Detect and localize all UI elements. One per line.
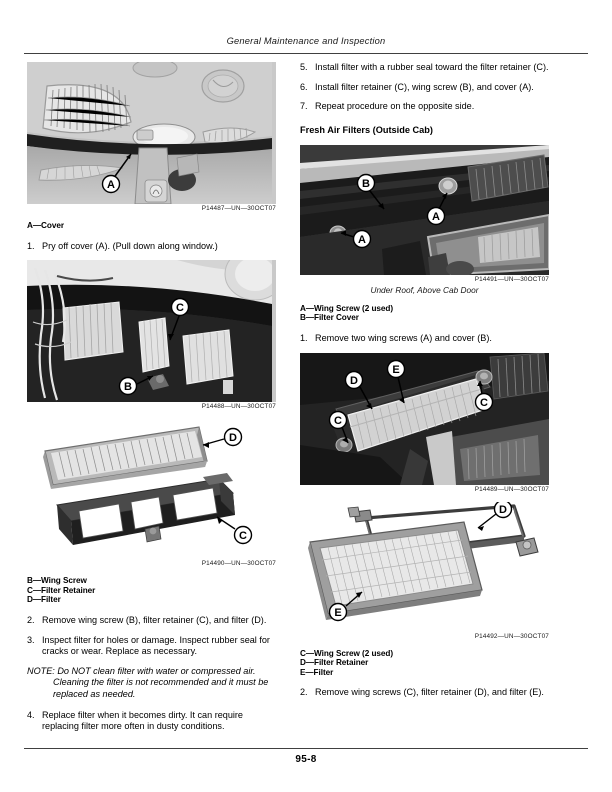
legend-item: E—Filter — [300, 667, 334, 677]
step-text: Install filter retainer (C), wing screw (B), and cover (A). — [315, 81, 534, 92]
photo-retainer-and-filter — [300, 502, 549, 632]
svg-text:B: B — [124, 381, 132, 394]
step-right-2 — [300, 687, 549, 699]
step-number: 6. — [300, 81, 308, 92]
svg-text:D: D — [229, 432, 237, 445]
legend-figure-1 — [27, 221, 276, 231]
svg-text:C: C — [480, 396, 488, 409]
legend-figure-4 — [300, 304, 549, 323]
legend-figure-6 — [300, 649, 549, 678]
legend-item: A—Wing Screw (2 used) — [300, 303, 394, 313]
svg-text:A: A — [432, 210, 440, 223]
step-6 — [300, 82, 549, 94]
left-column — [27, 62, 276, 741]
figure-code: P14487—UN—30OCT07 — [201, 205, 276, 212]
figure-retainer-and-filter — [300, 502, 549, 640]
svg-text:E: E — [392, 363, 400, 376]
figure-code: P14491—UN—30OCT07 — [474, 275, 549, 283]
step-text: Repeat procedure on the opposite side. — [315, 101, 475, 112]
figure-filter-location — [27, 260, 276, 410]
step-text: Install filter with a rubber seal toward the filter retainer (C). — [315, 62, 549, 72]
svg-text:B: B — [362, 177, 370, 190]
figure-cab-headliner — [27, 62, 276, 212]
figure-caption: Under Roof, Above Cab Door — [370, 284, 479, 295]
figure-code: P14488—UN—30OCT07 — [201, 403, 276, 411]
svg-text:D: D — [499, 503, 507, 516]
step-text: Inspect filter for holes or damage. Inspect rubber seal for cracks or wear. Replace as necessary. — [42, 634, 270, 657]
step-1 — [27, 241, 276, 253]
step-text: Replace filter when it becomes dirty. It can require replacing filter more often in dusty conditions. — [42, 709, 243, 732]
svg-text:C: C — [176, 302, 184, 315]
legend-figure-3 — [27, 576, 276, 605]
photo-filter-location — [27, 260, 276, 402]
legend-item: D—Filter — [27, 595, 61, 605]
step-number: 5. — [300, 62, 308, 72]
step-number: 2. — [300, 687, 308, 698]
step-number: 7. — [300, 101, 308, 112]
step-text: Remove wing screws (C), filter retainer (D), and filter (E). — [315, 687, 544, 698]
step-3 — [27, 635, 276, 658]
legend-item: C—Wing Screw (2 used) — [300, 648, 394, 658]
step-number: 2. — [27, 614, 35, 625]
right-column — [300, 62, 549, 707]
step-7 — [300, 101, 549, 113]
step-5 — [300, 62, 549, 74]
figure-filter-and-retainer — [27, 419, 276, 567]
step-text: Pry off cover (A). (Pull down along window.) — [42, 240, 218, 251]
step-text: Remove wing screw (B), filter retainer (C), and filter (D). — [42, 614, 267, 625]
step-text: Remove two wing screws (A) and cover (B). — [315, 332, 492, 343]
legend-item: C—Filter Retainer — [27, 585, 96, 595]
svg-text:A: A — [107, 179, 115, 191]
header-rule — [24, 53, 588, 54]
footer-rule — [24, 748, 588, 749]
legend-item: D—Filter Retainer — [300, 658, 369, 668]
step-number: 4. — [27, 709, 35, 720]
step-4 — [27, 710, 276, 733]
svg-text:C: C — [334, 414, 342, 427]
legend-item: B—Wing Screw — [27, 576, 87, 586]
step-number: 1. — [27, 240, 35, 251]
section-heading-fresh-air-filters: Fresh Air Filters (Outside Cab) — [300, 124, 433, 135]
page-number: 95-8 — [295, 754, 317, 765]
legend-item: B—Filter Cover — [300, 313, 359, 323]
running-head: General Maintenance and Inspection — [226, 36, 386, 46]
photo-cab-headliner — [27, 62, 276, 204]
photo-filter-installed — [300, 353, 549, 485]
step-2 — [27, 615, 276, 627]
figure-code: P14492—UN—30OCT07 — [474, 632, 549, 640]
step-right-1 — [300, 333, 549, 345]
figure-code: P14489—UN—30OCT07 — [474, 485, 549, 493]
figure-under-roof — [300, 145, 549, 295]
svg-text:A: A — [358, 233, 366, 246]
photo-under-roof — [300, 145, 549, 275]
svg-text:E: E — [334, 606, 342, 619]
legend-item: A—Cover — [27, 221, 64, 230]
svg-text:C: C — [239, 530, 247, 543]
photo-filter-and-retainer — [27, 419, 276, 559]
figure-code: P14490—UN—30OCT07 — [201, 560, 276, 568]
step-number: 3. — [27, 634, 35, 645]
note-cleaning: NOTE: Do NOT clean filter with water or compressed air. Cleaning the filter is not recommended and it must be replaced as needed. — [27, 665, 269, 699]
step-number: 1. — [300, 332, 308, 343]
svg-text:D: D — [350, 374, 358, 387]
figure-filter-installed — [300, 353, 549, 493]
